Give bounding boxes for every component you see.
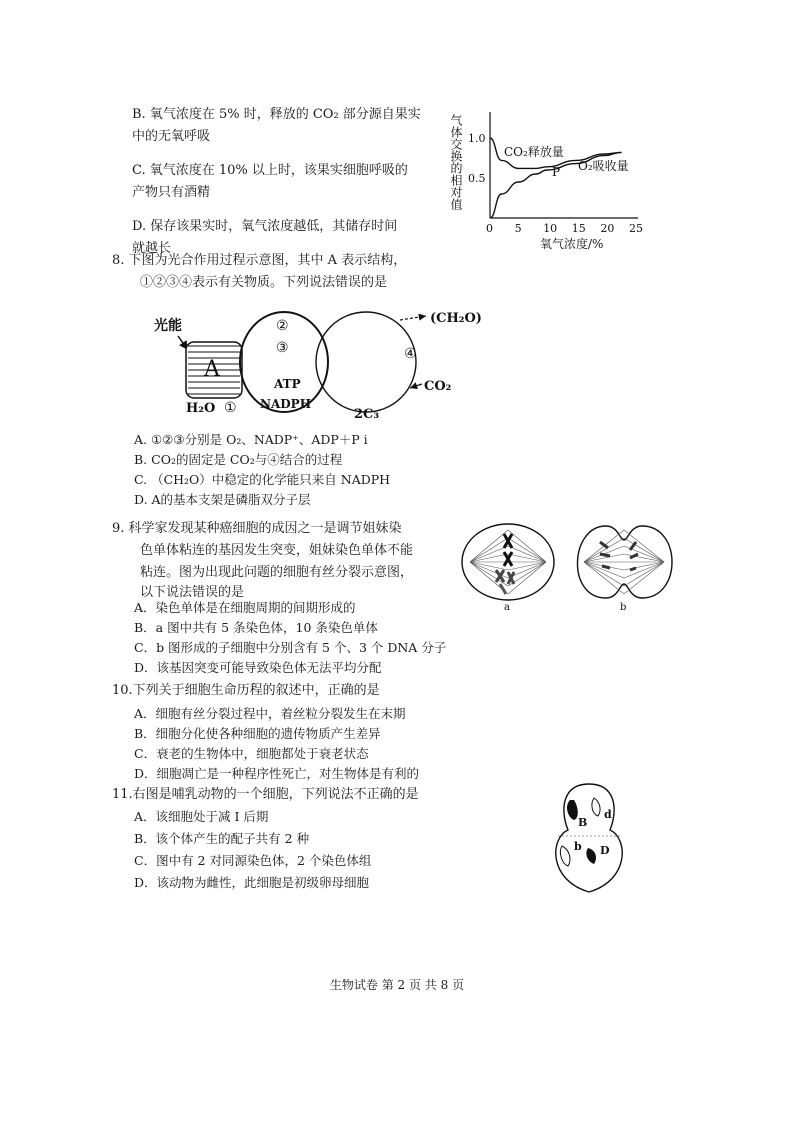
q9-stem-line2: 色单体粘连的基因发生突变，姐妹染色单体不能 (140, 543, 414, 558)
q9-option-d: D．该基因突变可能导致染色体无法平均分配 (134, 660, 382, 675)
q10-option-a: A．细胞有丝分裂过程中，着丝粒分裂发生在末期 (134, 706, 406, 721)
c3-label: 2C₃ (354, 407, 380, 422)
q7-option-b-line2: 中的无氧呼吸 (132, 129, 211, 144)
q8-option-b: B. CO₂的固定是 CO₂与④结合的过程 (134, 452, 343, 467)
q8-options (134, 430, 390, 510)
q10-options (134, 704, 419, 784)
xtick-label: 20 (600, 222, 615, 235)
q9-stem-line1: 9. 科学家发现某种癌细胞的成因之一是调节姐妹染 (112, 521, 402, 536)
q11-option-c: C．图中有 2 对同源染色体，2 个染色体组 (134, 853, 372, 868)
light-energy-label: 光能 (154, 318, 182, 334)
q9-stem (112, 518, 413, 602)
o2-series-label: O₂吸收量 (578, 159, 629, 173)
q8-stem-line1: 8. 下图为光合作用过程示意图，其中 A 表示结构， (112, 253, 407, 268)
fig-a-label: a (504, 602, 510, 613)
q10-stem: 10.下列关于细胞生命历程的叙述中，正确的是 (112, 683, 380, 698)
q10-option-b: B．细胞分化使各种细胞的遗传物质产生差异 (134, 726, 381, 741)
co2-series-label: CO₂释放量 (504, 145, 564, 159)
q7-gas-exchange-chart (448, 104, 658, 254)
ch2o-label: (CH₂O) (430, 311, 482, 326)
q9-option-c: C．b 图形成的子细胞中分别含有 5 个、3 个 DNA 分子 (134, 640, 447, 655)
fig-b-label: b (620, 602, 627, 613)
point-p-label: P (552, 165, 561, 179)
page-footer: 生物试卷 第 2 页 共 8 页 (329, 978, 465, 992)
q9-stem-line3: 粘连。图为出现此问题的细胞有丝分裂示意图， (140, 565, 414, 580)
q8-option-d: D. A的基本支架是磷脂双分子层 (134, 492, 311, 507)
thylakoid-stack-A (186, 342, 242, 398)
xtick-label: 25 (629, 222, 643, 235)
q7-chart-xlabel: 氧气浓度/% (540, 237, 604, 251)
cell-a (462, 524, 554, 613)
label-d: d (604, 808, 612, 821)
label-B: B (578, 816, 588, 829)
q7-option-c-line1: C. 氧气浓度在 10% 以上时，该果实细胞呼吸的 (132, 163, 408, 178)
nadph-label: NADPH (260, 397, 312, 411)
q9-stem-line4: 以下说法错误的是 (140, 585, 245, 600)
q9-option-a: A．染色单体是在细胞周期的间期形成的 (134, 600, 356, 615)
q8-stem-line2: ①②③④表示有关物质。下列说法错误的是 (140, 275, 388, 290)
co2-arrow (410, 384, 422, 388)
x-ticks (486, 222, 643, 235)
circle-2-label: ② (276, 318, 289, 334)
xtick-label: 5 (514, 222, 522, 235)
q7-option-d-line1: D. 保存该果实时，氧气浓度越低，其储存时间 (132, 219, 398, 234)
q11-options (134, 806, 371, 894)
q8-option-c: C. （CH₂O）中稳定的化学能只来自 NADPH (134, 472, 391, 487)
h2o-label: H₂O (186, 401, 216, 416)
q8-option-a: A. ①②③分别是 O₂、NADP⁺、ADP＋P i (134, 432, 368, 447)
q7-chart-ylabel: 气体交换的相对值 (449, 114, 463, 210)
q11-option-b: B．该个体产生的配子共有 2 种 (134, 831, 310, 846)
q10-option-d: D．细胞凋亡是一种程序性死亡，对生物体是有利的 (134, 766, 420, 781)
q10-option-c: C．衰老的生物体中，细胞都处于衰老状态 (134, 746, 369, 761)
q11-stem: 11.右图是哺乳动物的一个细胞，下列说法不正确的是 (112, 787, 419, 802)
q9-options (134, 598, 446, 678)
q9-option-b: B．a 图中共有 5 条染色体，10 条染色单体 (134, 620, 378, 635)
circle-3-label: ③ (276, 340, 289, 356)
circle-1-label: ① (224, 400, 237, 416)
label-D: D (600, 844, 610, 857)
label-b: b (574, 840, 582, 853)
mitosis-cells-figure (460, 522, 690, 614)
q7-option-d-line2: 就越长 (132, 241, 172, 256)
atp-label: ATP (274, 377, 301, 391)
calvin-cycle (316, 312, 416, 412)
co2-label: CO₂ (424, 379, 452, 394)
q11-option-a: A．该细胞处于减 I 后期 (134, 809, 269, 824)
circle-4-label: ④ (404, 346, 417, 362)
q7-option-b-line1: B. 氧气浓度在 5% 时，释放的 CO₂ 部分源自果实 (132, 107, 421, 122)
q7-options (132, 106, 421, 258)
q7-option-c-line2: 产物只有酒精 (132, 185, 211, 200)
structure-a-label: A (204, 357, 220, 382)
cell-b (577, 526, 672, 613)
ytick-0-5: 0.5 (468, 172, 486, 185)
q11-option-d: D．该动物为雌性，此细胞是初级卵母细胞 (134, 875, 370, 890)
meiosis-cell-figure (544, 780, 634, 898)
photosynthesis-diagram (140, 300, 500, 422)
ch2o-arrow (400, 316, 426, 320)
xtick-label: 15 (571, 222, 586, 235)
xtick-label: 0 (486, 222, 493, 235)
xtick-label: 10 (543, 222, 558, 235)
ytick-1-0: 1.0 (468, 132, 486, 145)
